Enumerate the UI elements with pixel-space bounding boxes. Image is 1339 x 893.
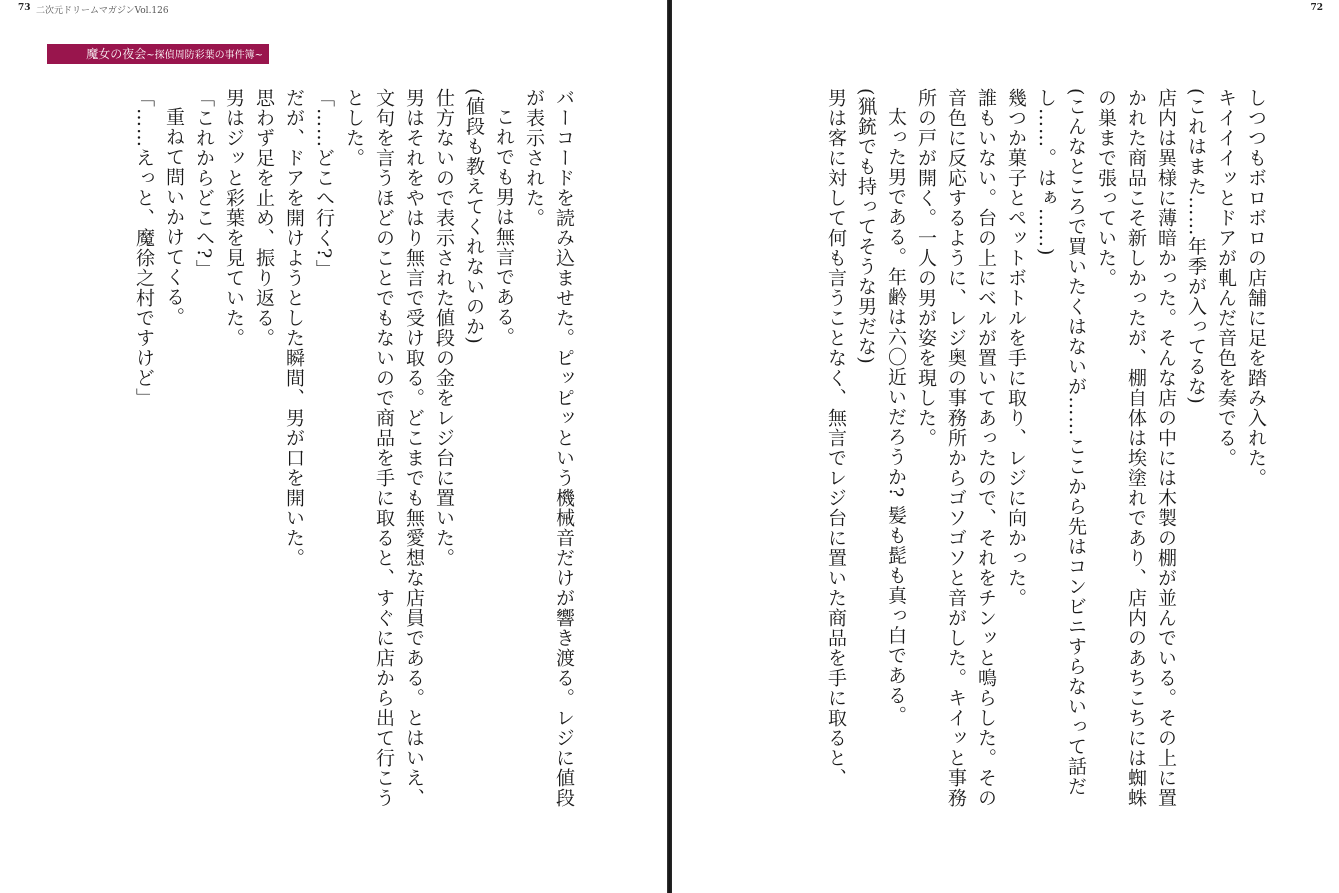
- paragraph: だが、ドアを開けようとした瞬間、男が口を開いた。: [283, 88, 305, 568]
- paragraph: 「……どこへ行く?」: [313, 88, 335, 280]
- paragraph: しつつもボロボロの店舗に足を踏み入れた。: [1245, 88, 1267, 488]
- paragraph: 「……えっと、魔徐之村ですけど」: [133, 88, 155, 408]
- right-page-number: 72: [1310, 3, 1323, 13]
- paragraph: 幾つか菓子とペットボトルを手に取り、レジに向かった。: [1005, 88, 1027, 608]
- paragraph: 男は客に対して何も言うことなく、無言でレジ台に置いた商品を手に取ると、: [825, 88, 847, 788]
- paragraph: バーコードを読み込ませた。ピッピッという機械音だけが響き渡る。レジに値段が表示された。: [523, 88, 575, 808]
- paragraph: (これはまた……年季が入ってるな): [1185, 88, 1207, 405]
- right-body-text: [821, 88, 1271, 808]
- paragraph: 店内は異様に薄暗かった。そんな店の中には木製の棚が並んでいる。その上に置かれた商品こそ新しかったが、棚自体は埃塗れであり、店内のあちこちには蜘蛛の巣まで張っていた。: [1095, 88, 1177, 808]
- paragraph: キイイイッとドアが軋んだ音色を奏でる。: [1215, 88, 1237, 468]
- paragraph: (値段も教えてくれないのか): [463, 88, 485, 345]
- paragraph: 太った男である。年齢は六〇近いだろうか? 髪も髭も真っ白である。: [885, 107, 907, 726]
- right-page: [672, 0, 1339, 893]
- left-body-text: [129, 88, 579, 808]
- paragraph: 仕方ないので表示された値段の金をレジ台に置いた。: [433, 88, 455, 568]
- story-title: 魔女の夜会: [86, 47, 147, 61]
- paragraph: これでも男は無言である。: [493, 107, 515, 347]
- paragraph: 思わず足を止め、振り返る。: [253, 88, 275, 348]
- paragraph: 男はジッと彩葉を見ていた。: [223, 88, 245, 348]
- left-page: [0, 0, 667, 893]
- story-subtitle: ~探偵周防彩葉の事件簿~: [146, 50, 263, 61]
- paragraph: (猟銃でも持ってそうな男だな): [855, 88, 877, 365]
- paragraph: (こんなところで買いたくはないが……ここから先はコンビニすらないって話だし……。はぁ……): [1035, 88, 1087, 797]
- magazine-title: 二次元ドリームマガジンVol.126: [36, 6, 169, 16]
- paragraph: 重ねて問いかけてくる。: [163, 107, 185, 327]
- paragraph: 誰もいない。台の上にベルが置いてあったので、それをチンッと鳴らした。その音色に反応するように、レジ奥の事務所からゴソゴソと音がした。キイッと事務所の戸が開く。一人の男が姿を現した。: [915, 88, 997, 808]
- story-title-banner: [47, 44, 269, 64]
- left-page-number: 73: [18, 3, 31, 13]
- paragraph: 男はそれをやはり無言で受け取る。どこまでも無愛想な店員である。とはいえ、文句を言うほどのことでもないので商品を手に取ると、すぐに店から出て行こうとした。: [343, 88, 425, 808]
- paragraph: 「これからどこへ?」: [193, 88, 215, 280]
